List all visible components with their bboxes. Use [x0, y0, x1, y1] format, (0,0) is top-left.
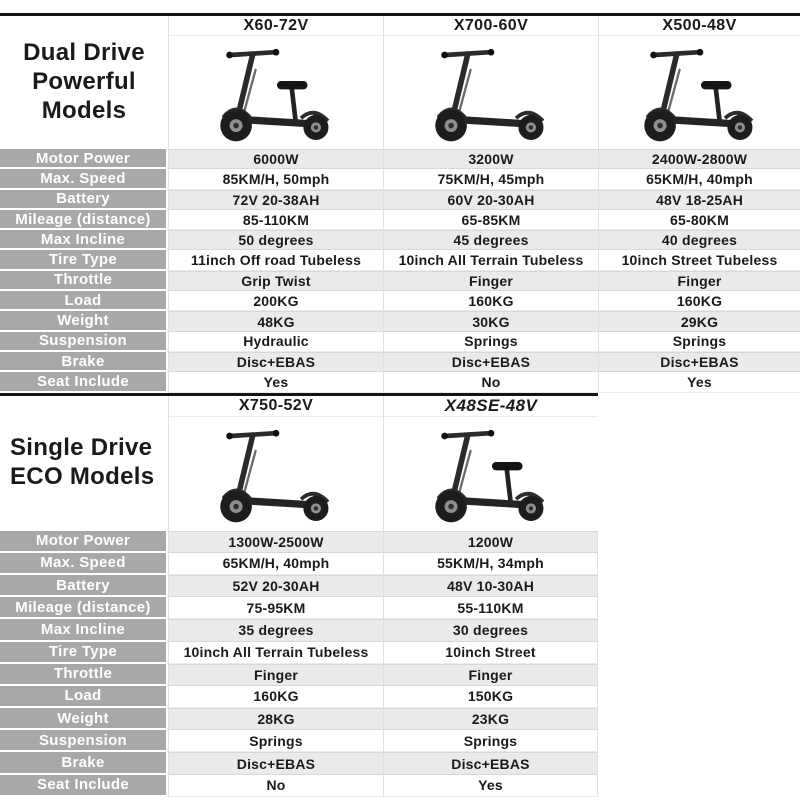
spec-value: 1200W — [383, 531, 598, 553]
spec-value: 48V 10-30AH — [383, 575, 598, 597]
section-title — [0, 396, 168, 531]
scooter-image — [383, 36, 598, 149]
spec-label: Battery — [0, 190, 168, 210]
spec-value: Springs — [168, 730, 383, 752]
spec-value: 65KM/H, 40mph — [598, 169, 800, 189]
section-title — [0, 16, 168, 149]
scooter-image — [383, 417, 598, 531]
spec-label: Throttle — [0, 664, 168, 686]
spec-value: 55KM/H, 34mph — [383, 553, 598, 575]
spec-value: 65KM/H, 40mph — [168, 553, 383, 575]
top-margin — [0, 0, 800, 13]
spec-label: Battery — [0, 575, 168, 597]
spec-value: 3200W — [383, 149, 598, 169]
spec-label: Seat Include — [0, 372, 168, 392]
spec-value: Disc+EBAS — [383, 352, 598, 372]
spec-label: Brake — [0, 352, 168, 372]
spec-label: Weight — [0, 708, 168, 730]
scooter-image — [168, 36, 383, 149]
spec-value: 85-110KM — [168, 210, 383, 230]
spec-value: 55-110KM — [383, 597, 598, 619]
spec-value: Yes — [168, 372, 383, 392]
spec-value: Disc+EBAS — [168, 352, 383, 372]
scooter-illustration-icon — [621, 42, 779, 146]
spec-label: Max. Speed — [0, 553, 168, 575]
spec-value: Yes — [598, 372, 800, 392]
spec-value: Finger — [383, 271, 598, 291]
spec-value: 48KG — [168, 311, 383, 331]
spec-label: Load — [0, 291, 168, 311]
spec-label: Tire Type — [0, 250, 168, 270]
spec-value: Springs — [383, 332, 598, 352]
spec-value: 10inch All Terrain Tubeless — [168, 642, 383, 664]
section-title-line: Models — [41, 96, 127, 124]
spec-value: 150KG — [383, 686, 598, 708]
spec-value: Disc+EBAS — [383, 752, 598, 774]
section-title-line: Powerful — [32, 68, 136, 96]
spec-value: 35 degrees — [168, 619, 383, 641]
spec-value: 200KG — [168, 291, 383, 311]
scooter-illustration-icon — [197, 42, 355, 146]
section-title-line: ECO Models — [10, 463, 155, 491]
spec-label: Mileage (distance) — [0, 597, 168, 619]
spec-value: 65-80KM — [598, 210, 800, 230]
single-drive-table — [0, 396, 800, 797]
scooter-illustration-icon — [412, 42, 570, 146]
spec-value: 85KM/H, 50mph — [168, 169, 383, 189]
spec-value: Disc+EBAS — [168, 752, 383, 774]
spec-value: No — [168, 775, 383, 797]
model-name: X700-60V — [383, 16, 598, 36]
spec-label: Load — [0, 686, 168, 708]
seat — [277, 81, 308, 120]
spec-value: 50 degrees — [168, 230, 383, 250]
spec-label: Mileage (distance) — [0, 210, 168, 230]
spec-value: 23KG — [383, 708, 598, 730]
spec-label: Max Incline — [0, 619, 168, 641]
spec-value: 45 degrees — [383, 230, 598, 250]
spec-label: Seat Include — [0, 775, 168, 797]
spec-label: Motor Power — [0, 149, 168, 169]
model-name: X750-52V — [168, 396, 383, 417]
spec-value: 52V 20-30AH — [168, 575, 383, 597]
spec-value: 1300W-2500W — [168, 531, 383, 553]
spec-value: Finger — [598, 271, 800, 291]
spec-value: Finger — [383, 664, 598, 686]
model-name: X48SE-48V — [383, 396, 598, 417]
spec-label: Suspension — [0, 730, 168, 752]
spec-value: Springs — [383, 730, 598, 752]
spec-value: Springs — [598, 332, 800, 352]
scooter-image — [168, 417, 383, 531]
spec-label: Throttle — [0, 271, 168, 291]
spec-value: 60V 20-30AH — [383, 190, 598, 210]
spec-value: 72V 20-38AH — [168, 190, 383, 210]
spec-value: No — [383, 372, 598, 392]
spec-value: Finger — [168, 664, 383, 686]
spec-value: Hydraulic — [168, 332, 383, 352]
spec-value: 6000W — [168, 149, 383, 169]
model-name: X60-72V — [168, 16, 383, 36]
spec-value: 11inch Off road Tubeless — [168, 250, 383, 270]
spec-value: 160KG — [383, 291, 598, 311]
spec-value: Yes — [383, 775, 598, 797]
spec-value: 28KG — [168, 708, 383, 730]
spec-value: 75KM/H, 45mph — [383, 169, 598, 189]
spec-value: 30 degrees — [383, 619, 598, 641]
spec-label: Max. Speed — [0, 169, 168, 189]
spec-value: 29KG — [598, 311, 800, 331]
spec-value: 10inch Street Tubeless — [598, 250, 800, 270]
spec-value: 65-85KM — [383, 210, 598, 230]
spec-value: 10inch All Terrain Tubeless — [383, 250, 598, 270]
spec-label: Motor Power — [0, 531, 168, 553]
spec-value: 160KG — [168, 686, 383, 708]
model-name: X500-48V — [598, 16, 800, 36]
seat — [700, 81, 731, 120]
spec-value: 2400W-2800W — [598, 149, 800, 169]
spec-value: 48V 18-25AH — [598, 190, 800, 210]
spec-value: Disc+EBAS — [598, 352, 800, 372]
spec-value: 160KG — [598, 291, 800, 311]
section-title-line: Single Drive — [10, 434, 153, 462]
scooter-image — [598, 36, 800, 149]
spec-value: Grip Twist — [168, 271, 383, 291]
spec-value: 75-95KM — [168, 597, 383, 619]
seat — [492, 462, 523, 501]
spec-label: Max Incline — [0, 230, 168, 250]
section-title-line: Dual Drive — [23, 39, 145, 67]
spec-label: Weight — [0, 311, 168, 331]
spec-label: Suspension — [0, 332, 168, 352]
scooter-illustration-icon — [197, 423, 355, 527]
spec-value: 40 degrees — [598, 230, 800, 250]
spec-value: 10inch Street — [383, 642, 598, 664]
scooter-illustration-icon — [412, 423, 570, 527]
spec-label: Tire Type — [0, 642, 168, 664]
spec-label: Brake — [0, 752, 168, 774]
dual-drive-table — [0, 16, 800, 393]
spec-value: 30KG — [383, 311, 598, 331]
